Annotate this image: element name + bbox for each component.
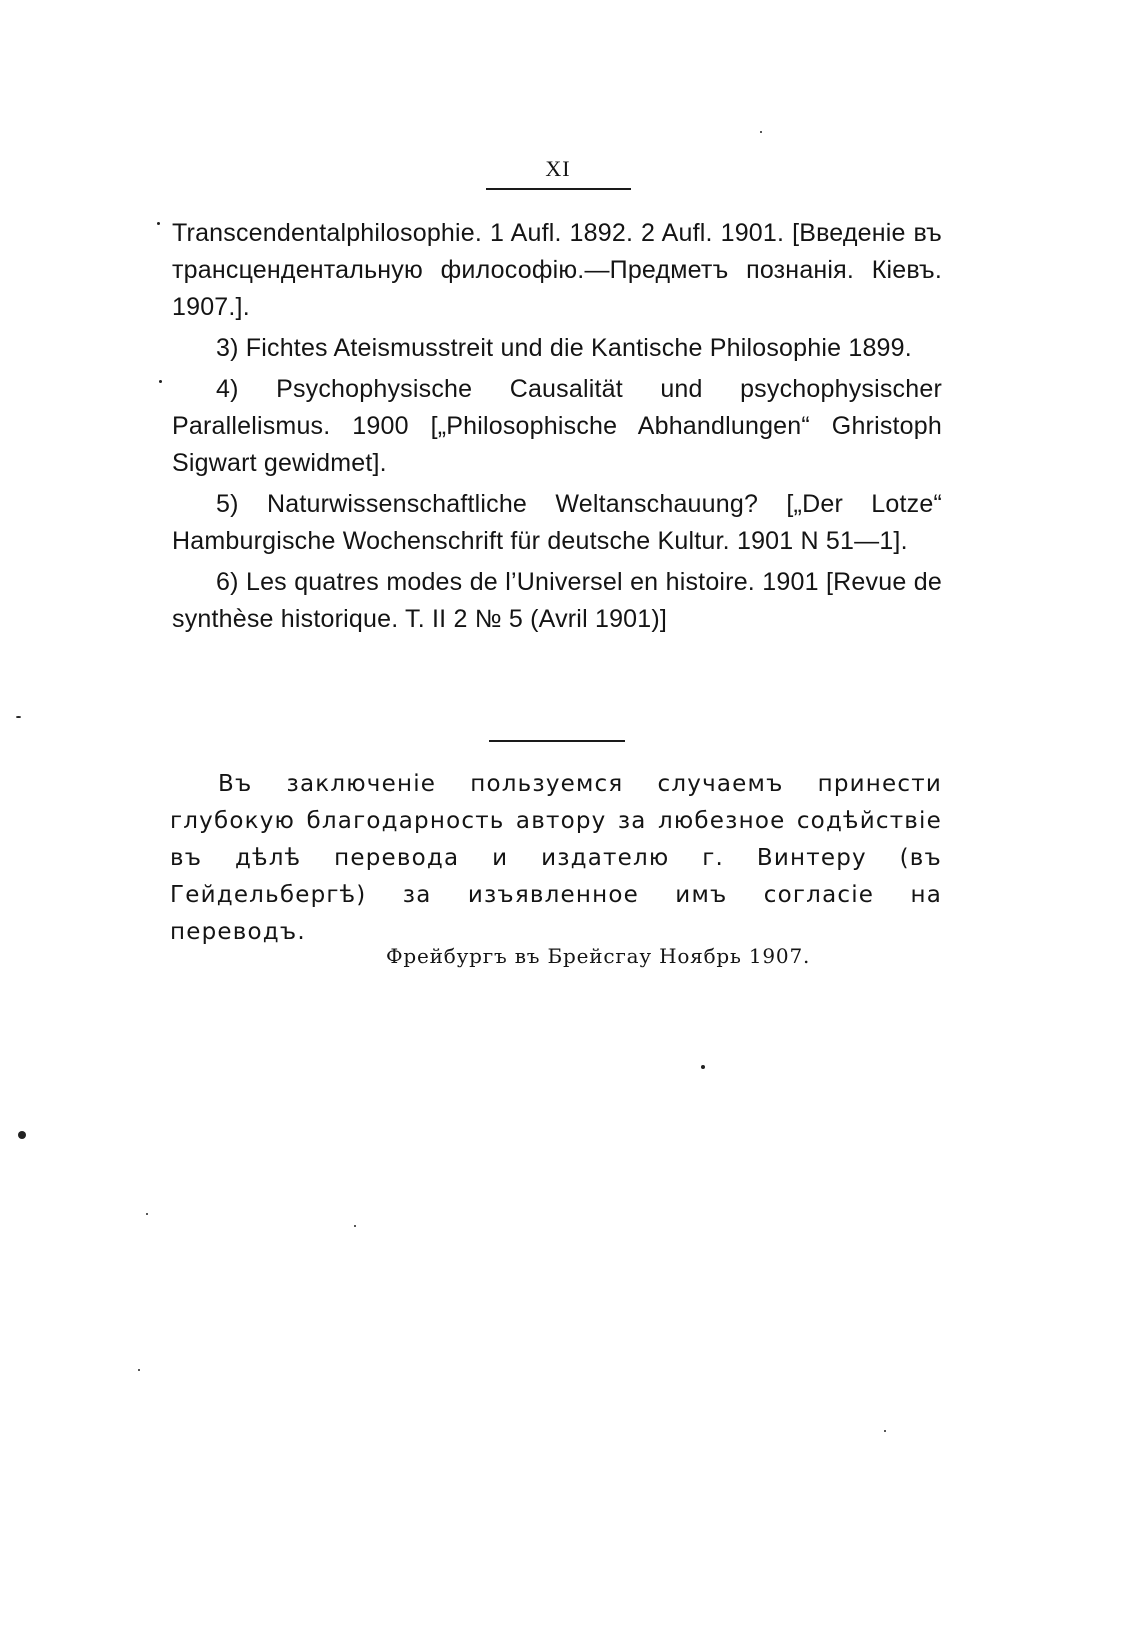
scan-speck — [884, 1430, 886, 1432]
scan-speck — [701, 1065, 705, 1069]
scan-speck — [138, 1369, 140, 1371]
bibliography-entry: Transcendentalphilosophie. 1 Aufl. 1892. 2 Aufl. 1901. [Введеніе въ трансцендентальную философію.—Предметъ познанія. Кіевъ. 1907.]. — [172, 219, 942, 321]
bibliography-entry: 5) Naturwissenschaftliche Weltanschauung? [„Der Lotze“ Hamburgische Wochenschrift für deutsche Kultur. 1901 N 51—1]. — [172, 490, 942, 555]
scan-speck — [354, 1225, 356, 1227]
scan-speck — [16, 716, 21, 718]
scan-speck — [760, 131, 762, 133]
bibliography-entry: 4) Psychophysische Causalität und psychophysischer Parallelismus. 1900 [„Philosophische Abhandlungen“ Ghristoph Sigwart gewidmet]. — [172, 375, 942, 477]
bibliography-entry: 3) Fichtes Ateismusstreit und die Kantische Philosophie 1899. — [216, 334, 912, 362]
scan-speck — [159, 380, 162, 383]
page-number: XI — [545, 156, 571, 181]
header-rule — [486, 188, 631, 190]
bibliography-list — [172, 215, 942, 642]
place-date-signature: Фрейбургъ въ Брейсгау Ноябрь 1907. — [386, 944, 811, 968]
scan-speck — [18, 1131, 26, 1139]
bibliography-entry: 6) Les quatres modes de l’Universel en histoire. 1901 [Revue de synthèse historique. T. II 2 № 5 (Avril 1901)] — [172, 568, 942, 633]
scan-speck — [146, 1213, 148, 1215]
scan-speck — [157, 222, 160, 225]
acknowledgement-paragraph: Въ заключеніе пользуемся случаемъ принести глубокую благодарность автору за любезное содѣйствіе въ дѣлѣ перевода и издателю г. Винтеру (въ Гейдельбергѣ) за изъявленное имъ согласіе на переводъ. — [170, 771, 942, 945]
section-divider — [489, 740, 625, 742]
